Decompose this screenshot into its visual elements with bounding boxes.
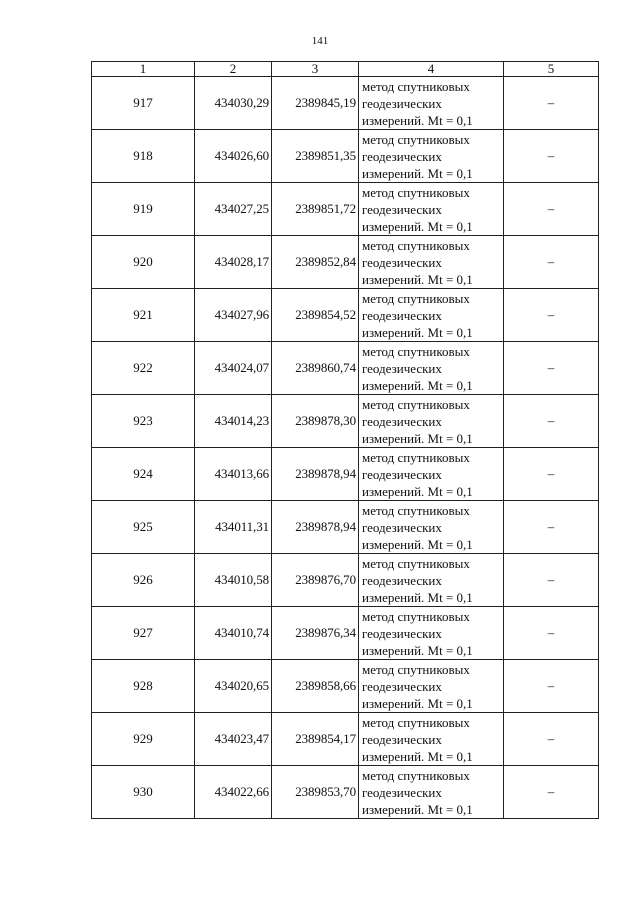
x-coordinate-cell: 434024,07 [195, 342, 272, 395]
method-line: геодезических [362, 466, 442, 482]
method-line: измерений. Mt = 0,1 [362, 218, 473, 234]
method-cell [359, 395, 504, 448]
x-coordinate-cell: 434023,47 [195, 713, 272, 766]
y-coordinate-cell: 2389851,72 [272, 183, 359, 236]
method-line: метод спутниковых [362, 767, 470, 783]
y-coordinate-cell: 2389854,17 [272, 713, 359, 766]
dash-mark: – [547, 413, 555, 428]
method-line: измерений. Mt = 0,1 [362, 695, 473, 711]
method-line: измерений. Mt = 0,1 [362, 112, 473, 128]
x-coordinate-cell: 434027,96 [195, 289, 272, 342]
table-row [92, 236, 599, 289]
table-row [92, 395, 599, 448]
method-line: геодезических [362, 201, 442, 217]
table-row [92, 501, 599, 554]
method-line: геодезических [362, 148, 442, 164]
method-line: измерений. Mt = 0,1 [362, 165, 473, 181]
method-line: метод спутниковых [362, 714, 470, 730]
y-coordinate-cell: 2389845,19 [272, 77, 359, 130]
method-line: геодезических [362, 731, 442, 747]
note-cell [504, 236, 599, 289]
coordinates-table [91, 61, 599, 819]
note-cell [504, 713, 599, 766]
method-cell [359, 448, 504, 501]
dash-mark: – [547, 254, 555, 269]
method-line: измерений. Mt = 0,1 [362, 483, 473, 499]
method-line: измерений. Mt = 0,1 [362, 801, 473, 817]
method-cell [359, 766, 504, 819]
x-coordinate-cell: 434014,23 [195, 395, 272, 448]
table-row [92, 660, 599, 713]
point-number-cell: 925 [92, 501, 195, 554]
method-line: измерений. Mt = 0,1 [362, 748, 473, 764]
y-coordinate-cell: 2389851,35 [272, 130, 359, 183]
note-cell [504, 660, 599, 713]
method-cell [359, 236, 504, 289]
method-line: геодезических [362, 678, 442, 694]
method-line: измерений. Mt = 0,1 [362, 377, 473, 393]
dash-mark: – [547, 307, 555, 322]
x-coordinate-cell: 434010,74 [195, 607, 272, 660]
method-cell [359, 607, 504, 660]
y-coordinate-cell: 2389878,94 [272, 448, 359, 501]
method-line: геодезических [362, 625, 442, 641]
page-number: 141 [311, 35, 329, 47]
y-coordinate-cell: 2389860,74 [272, 342, 359, 395]
point-number-cell: 920 [92, 236, 195, 289]
method-line: метод спутниковых [362, 290, 470, 306]
method-line: метод спутниковых [362, 78, 470, 94]
method-line: метод спутниковых [362, 449, 470, 465]
x-coordinate-cell: 434020,65 [195, 660, 272, 713]
table-row [92, 183, 599, 236]
header-row [92, 62, 599, 77]
point-number-cell: 924 [92, 448, 195, 501]
method-line: измерений. Mt = 0,1 [362, 430, 473, 446]
point-number-cell: 922 [92, 342, 195, 395]
y-coordinate-cell: 2389878,30 [272, 395, 359, 448]
x-coordinate-cell: 434030,29 [195, 77, 272, 130]
dash-mark: – [547, 95, 555, 110]
header-col-1: 1 [92, 62, 195, 77]
point-number-cell: 930 [92, 766, 195, 819]
method-line: измерений. Mt = 0,1 [362, 536, 473, 552]
method-line: геодезических [362, 572, 442, 588]
note-cell [504, 395, 599, 448]
method-line: измерений. Mt = 0,1 [362, 642, 473, 658]
note-cell [504, 130, 599, 183]
note-cell [504, 448, 599, 501]
y-coordinate-cell: 2389876,34 [272, 607, 359, 660]
point-number-cell: 918 [92, 130, 195, 183]
y-coordinate-cell: 2389858,66 [272, 660, 359, 713]
header-col-2: 2 [195, 62, 272, 77]
method-line: геодезических [362, 360, 442, 376]
note-cell [504, 289, 599, 342]
table-row [92, 554, 599, 607]
point-number-cell: 919 [92, 183, 195, 236]
y-coordinate-cell: 2389854,52 [272, 289, 359, 342]
method-line: измерений. Mt = 0,1 [362, 324, 473, 340]
method-cell [359, 77, 504, 130]
x-coordinate-cell: 434010,58 [195, 554, 272, 607]
dash-mark: – [547, 360, 555, 375]
method-line: геодезических [362, 307, 442, 323]
table-row [92, 342, 599, 395]
point-number-cell: 917 [92, 77, 195, 130]
note-cell [504, 342, 599, 395]
y-coordinate-cell: 2389852,84 [272, 236, 359, 289]
method-line: геодезических [362, 95, 442, 111]
dash-mark: – [547, 625, 555, 640]
note-cell [504, 77, 599, 130]
x-coordinate-cell: 434028,17 [195, 236, 272, 289]
method-cell [359, 554, 504, 607]
note-cell [504, 554, 599, 607]
header-col-3: 3 [272, 62, 359, 77]
point-number-cell: 928 [92, 660, 195, 713]
method-line: метод спутниковых [362, 396, 470, 412]
method-line: метод спутниковых [362, 555, 470, 571]
method-cell [359, 501, 504, 554]
table-row [92, 77, 599, 130]
method-line: метод спутниковых [362, 237, 470, 253]
point-number-cell: 921 [92, 289, 195, 342]
point-number-cell: 929 [92, 713, 195, 766]
method-cell [359, 183, 504, 236]
y-coordinate-cell: 2389876,70 [272, 554, 359, 607]
point-number-cell: 927 [92, 607, 195, 660]
table-row [92, 607, 599, 660]
y-coordinate-cell: 2389878,94 [272, 501, 359, 554]
method-line: метод спутниковых [362, 608, 470, 624]
method-line: метод спутниковых [362, 184, 470, 200]
method-line: геодезических [362, 413, 442, 429]
dash-mark: – [547, 731, 555, 746]
header-col-5: 5 [504, 62, 599, 77]
dash-mark: – [547, 466, 555, 481]
note-cell [504, 607, 599, 660]
method-cell [359, 289, 504, 342]
table-row [92, 713, 599, 766]
point-number-cell: 923 [92, 395, 195, 448]
method-line: метод спутниковых [362, 502, 470, 518]
method-line: измерений. Mt = 0,1 [362, 589, 473, 605]
note-cell [504, 766, 599, 819]
method-cell [359, 713, 504, 766]
dash-mark: – [547, 572, 555, 587]
dash-mark: – [547, 678, 555, 693]
method-line: измерений. Mt = 0,1 [362, 271, 473, 287]
note-cell [504, 501, 599, 554]
point-number-cell: 926 [92, 554, 195, 607]
table-row [92, 289, 599, 342]
dash-mark: – [547, 784, 555, 799]
note-cell [504, 183, 599, 236]
method-line: метод спутниковых [362, 343, 470, 359]
x-coordinate-cell: 434026,60 [195, 130, 272, 183]
method-line: геодезических [362, 519, 442, 535]
dash-mark: – [547, 201, 555, 216]
x-coordinate-cell: 434022,66 [195, 766, 272, 819]
x-coordinate-cell: 434027,25 [195, 183, 272, 236]
dash-mark: – [547, 519, 555, 534]
dash-mark: – [547, 148, 555, 163]
method-line: геодезических [362, 254, 442, 270]
method-cell [359, 130, 504, 183]
method-line: метод спутниковых [362, 131, 470, 147]
x-coordinate-cell: 434011,31 [195, 501, 272, 554]
method-line: геодезических [362, 784, 442, 800]
table-row [92, 130, 599, 183]
method-line: метод спутниковых [362, 661, 470, 677]
method-cell [359, 660, 504, 713]
header-col-4: 4 [359, 62, 504, 77]
table-body [92, 77, 599, 819]
table-row [92, 766, 599, 819]
method-cell [359, 342, 504, 395]
table-row [92, 448, 599, 501]
x-coordinate-cell: 434013,66 [195, 448, 272, 501]
y-coordinate-cell: 2389853,70 [272, 766, 359, 819]
